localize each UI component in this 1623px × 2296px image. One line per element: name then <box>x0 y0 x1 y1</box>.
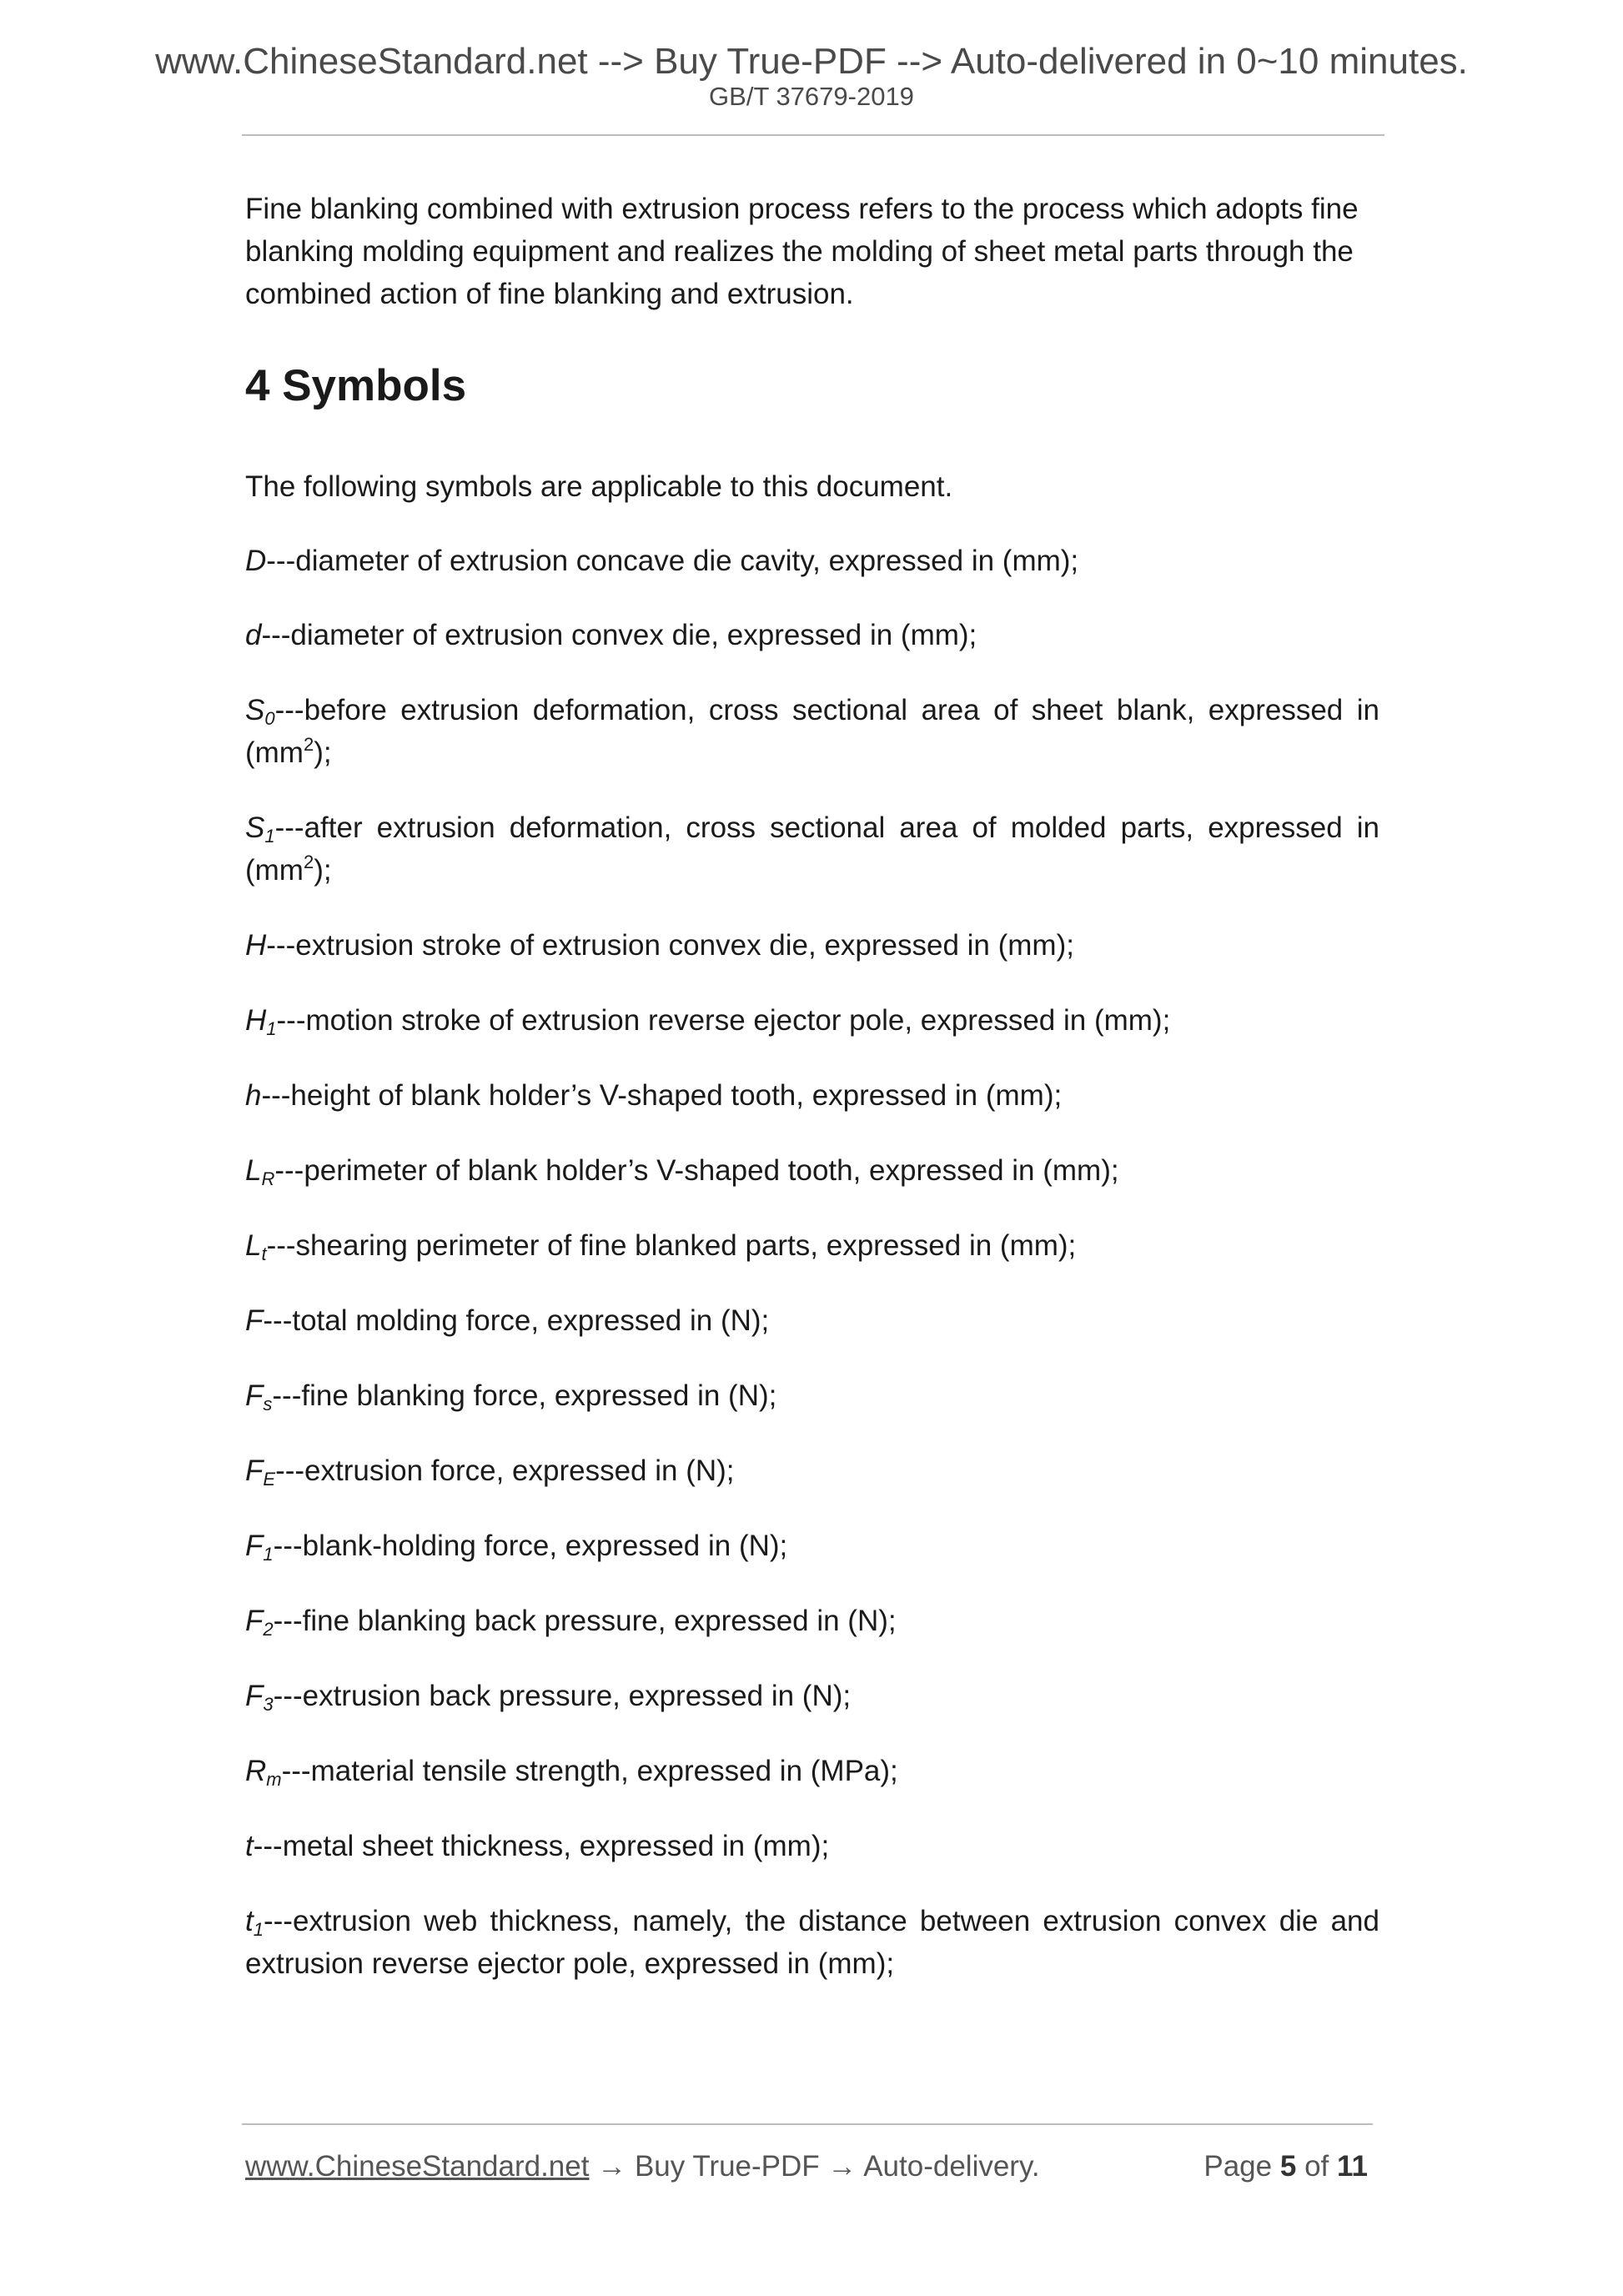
symbol-item <box>245 1074 1379 1117</box>
symbol-description: ---height of blank holder’s V-shaped tooth, expressed in (mm); <box>261 1079 1063 1112</box>
symbol-item <box>245 1825 1379 1867</box>
unit-superscript: 2 <box>303 852 314 872</box>
symbol-item <box>245 924 1379 967</box>
symbol: t <box>245 1830 254 1862</box>
page-current: 5 <box>1279 2150 1297 2183</box>
symbol-subscript: E <box>263 1469 276 1490</box>
symbol-description: ---extrusion web thickness, namely, the distance between extrusion convex die and extrusion reverse ejector pole, expressed in (mm); <box>245 1905 1379 1980</box>
footer-divider <box>242 2123 1373 2125</box>
symbol: F <box>245 1304 264 1337</box>
site-banner: www.ChineseStandard.net --> Buy True-PDF --> Auto-delivered in 0~10 minutes. <box>155 41 1468 82</box>
section-lead: The following symbols are applicable to this document. <box>245 470 953 503</box>
symbol-subscript: 0 <box>264 708 275 729</box>
symbol-subscript: 1 <box>253 1919 264 1940</box>
page-total: 11 <box>1337 2150 1368 2183</box>
symbol-subscript: t <box>261 1243 267 1264</box>
symbol-item <box>245 689 1379 774</box>
symbol: L <box>245 1229 262 1262</box>
symbol-subscript: R <box>261 1168 275 1189</box>
symbol-item <box>245 540 1379 582</box>
symbol: F <box>245 1680 264 1712</box>
symbol-item <box>245 1675 1379 1717</box>
symbol: h <box>245 1079 262 1112</box>
symbol: S <box>245 811 265 844</box>
symbol-description: ---before extrusion deformation, cross sectional area of sheet blank, expressed in (mm <box>245 694 1379 769</box>
symbol: D <box>245 545 267 577</box>
symbol: t <box>245 1905 254 1937</box>
page-of-label: of <box>1304 2150 1329 2183</box>
symbol: R <box>245 1755 267 1787</box>
footer-delivery-text: Auto-delivery. <box>863 2150 1040 2183</box>
symbol-subscript: 3 <box>263 1694 274 1715</box>
standard-code: GB/T 37679-2019 <box>709 82 914 111</box>
symbol-description: ---fine blanking back pressure, expressed in (N); <box>273 1605 897 1637</box>
unit-superscript: 2 <box>303 734 314 755</box>
page-footer <box>245 2148 1368 2185</box>
symbol-subscript: 1 <box>264 826 275 847</box>
symbol: F <box>245 1605 264 1637</box>
symbol: F <box>245 1530 264 1562</box>
symbol-description: ---extrusion back pressure, expressed in (N); <box>273 1680 852 1712</box>
symbol-item <box>245 806 1379 892</box>
symbol-item <box>245 1600 1379 1642</box>
footer-buy-text: Buy True-PDF <box>634 2150 820 2183</box>
symbol-subscript: 1 <box>263 1544 274 1565</box>
symbol-item <box>245 1900 1379 1985</box>
header-divider <box>242 134 1384 136</box>
symbol-description: ---shearing perimeter of fine blanked parts, expressed in (mm); <box>266 1229 1077 1262</box>
symbol-description: ---motion stroke of extrusion reverse ejector pole, expressed in (mm); <box>276 1004 1171 1037</box>
symbol-item <box>245 1299 1379 1342</box>
footer-site-link[interactable]: www.ChineseStandard.net <box>245 2150 590 2183</box>
symbol-item <box>245 1149 1379 1192</box>
symbol-subscript: 1 <box>266 1018 277 1039</box>
symbol-description: ---diameter of extrusion convex die, expressed in (mm); <box>261 619 977 651</box>
arrow-right-icon: → <box>827 2150 857 2183</box>
symbol: S <box>245 694 265 726</box>
symbol-item <box>245 614 1379 656</box>
intro-paragraph: Fine blanking combined with extrusion process refers to the process which adopts fine blanking molding equipment and realizes the molding of sheet metal parts through the combined action of fine blanking and extrusion. <box>245 193 1359 310</box>
arrow-right-icon: → <box>597 2150 627 2183</box>
symbol-description: ---extrusion force, expressed in (N); <box>275 1454 735 1487</box>
symbol-description: ---metal sheet thickness, expressed in (mm); <box>253 1830 830 1862</box>
symbol-subscript: m <box>266 1769 282 1790</box>
symbol-description: ---material tensile strength, expressed in (MPa); <box>281 1755 898 1787</box>
symbol-item <box>245 1525 1379 1567</box>
symbol: L <box>245 1154 262 1187</box>
symbol: H <box>245 929 267 962</box>
symbol-description-tail: ); <box>314 736 332 769</box>
symbol-item <box>245 1224 1379 1267</box>
symbol-description: ---fine blanking force, expressed in (N); <box>272 1379 777 1412</box>
page-label: Page <box>1203 2150 1273 2183</box>
symbol-subscript: s <box>263 1394 273 1414</box>
symbol-item <box>245 1750 1379 1792</box>
symbol-description: ---total molding force, expressed in (N); <box>263 1304 770 1337</box>
symbol-description: ---blank-holding force, expressed in (N); <box>273 1530 788 1562</box>
page-number <box>1203 2148 1368 2185</box>
symbol-subscript: 2 <box>263 1619 274 1640</box>
symbol-item <box>245 1449 1379 1492</box>
symbol-description: ---extrusion stroke of extrusion convex die, expressed in (mm); <box>266 929 1074 962</box>
section-heading: 4 Symbols <box>245 361 467 410</box>
symbol-description-tail: ); <box>314 854 332 887</box>
symbol: F <box>245 1379 264 1412</box>
symbol-item <box>245 999 1379 1042</box>
symbol-description: ---diameter of extrusion concave die cavity, expressed in (mm); <box>266 545 1079 577</box>
symbol-item <box>245 1374 1379 1417</box>
symbol: H <box>245 1004 267 1037</box>
symbol-description: ---perimeter of blank holder’s V-shaped tooth, expressed in (mm); <box>274 1154 1119 1187</box>
symbol-description: ---after extrusion deformation, cross sectional area of molded parts, expressed in (mm <box>245 811 1379 887</box>
symbol: d <box>245 619 262 651</box>
symbol: F <box>245 1454 264 1487</box>
